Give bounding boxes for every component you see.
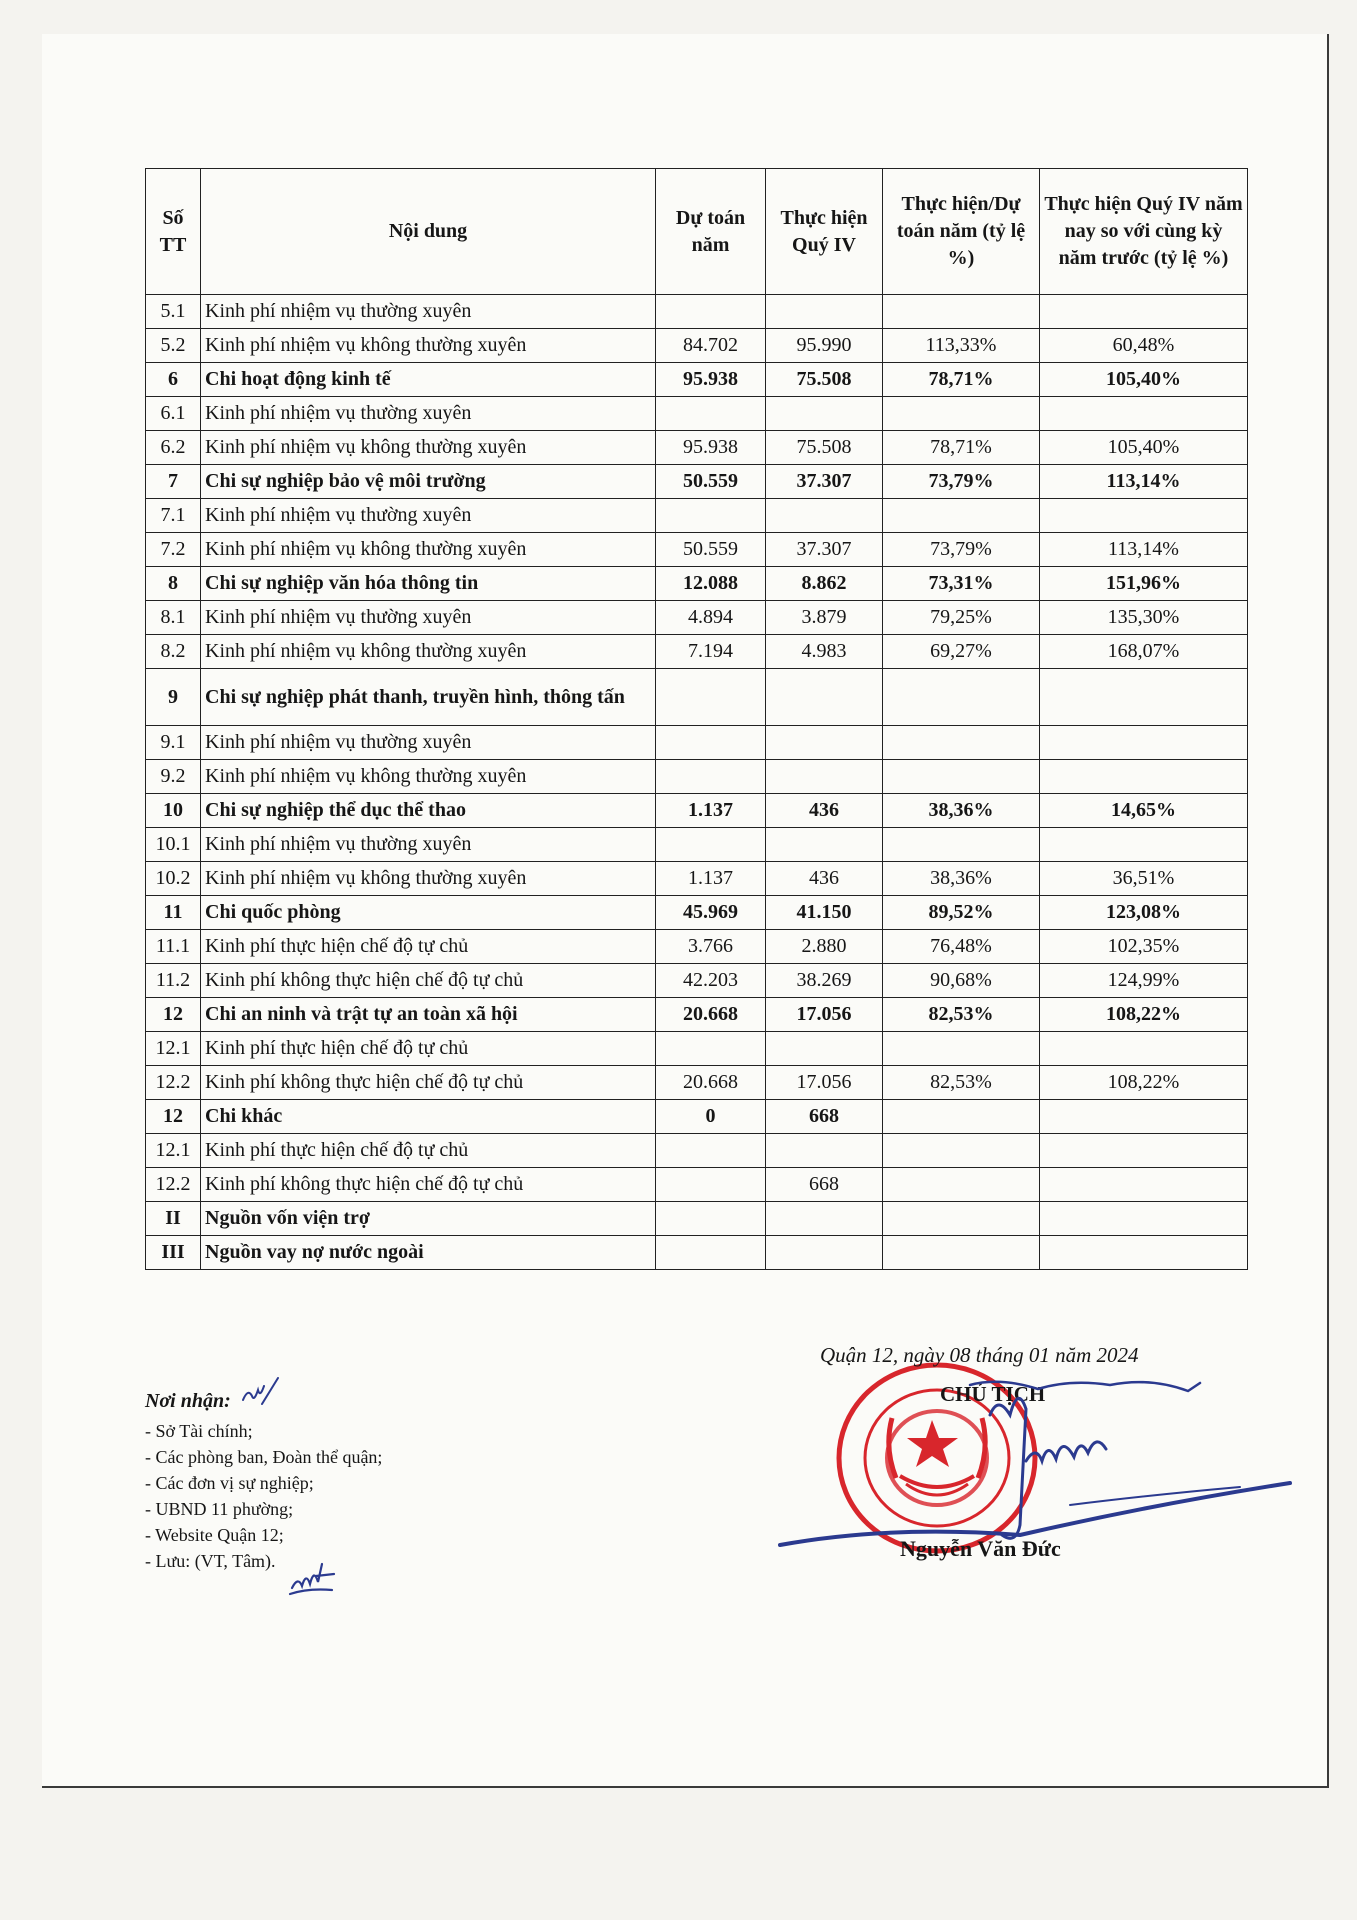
stt-cell: 12.2	[146, 1066, 201, 1100]
signer-name: Nguyễn Văn Đức	[900, 1536, 1061, 1561]
yoy-cell: 105,40%	[1040, 431, 1248, 465]
content-cell: Chi quốc phòng	[201, 896, 656, 930]
q4-cell: 17.056	[766, 1066, 883, 1100]
table-row	[146, 295, 1248, 329]
yoy-cell: 105,40%	[1040, 363, 1248, 397]
content-cell: Kinh phí nhiệm vụ không thường xuyên	[201, 760, 656, 794]
table-row	[146, 1134, 1248, 1168]
q4-cell: 3.879	[766, 601, 883, 635]
ratio-cell: 73,31%	[883, 567, 1040, 601]
table-row	[146, 896, 1248, 930]
estimate-cell	[656, 726, 766, 760]
q4-cell: 668	[766, 1100, 883, 1134]
stt-cell: 12	[146, 998, 201, 1032]
ratio-cell: 78,71%	[883, 431, 1040, 465]
content-cell: Kinh phí nhiệm vụ thường xuyên	[201, 397, 656, 431]
ratio-cell: 73,79%	[883, 465, 1040, 499]
yoy-cell	[1040, 397, 1248, 431]
content-cell: Kinh phí không thực hiện chế độ tự chủ	[201, 1066, 656, 1100]
yoy-cell	[1040, 1236, 1248, 1270]
table-row	[146, 862, 1248, 896]
estimate-cell	[656, 397, 766, 431]
recipient-item: - Lưu: (VT, Tâm).	[145, 1551, 276, 1571]
header-stt: Số TT	[146, 169, 201, 295]
yoy-cell: 135,30%	[1040, 601, 1248, 635]
ratio-cell	[883, 1236, 1040, 1270]
content-cell: Kinh phí nhiệm vụ không thường xuyên	[201, 431, 656, 465]
estimate-cell: 1.137	[656, 862, 766, 896]
q4-cell: 436	[766, 862, 883, 896]
estimate-cell: 95.938	[656, 363, 766, 397]
stt-cell: 12.1	[146, 1032, 201, 1066]
table-row	[146, 1168, 1248, 1202]
content-cell: Kinh phí nhiệm vụ thường xuyên	[201, 726, 656, 760]
table-row	[146, 998, 1248, 1032]
recipient-item: - Các phòng ban, Đoàn thể quận;	[145, 1447, 383, 1467]
recipient-item: - UBND 11 phường;	[145, 1499, 294, 1519]
content-cell: Chi sự nghiệp thể dục thể thao	[201, 794, 656, 828]
ratio-cell	[883, 1202, 1040, 1236]
stt-cell: 10.2	[146, 862, 201, 896]
content-cell: Kinh phí nhiệm vụ không thường xuyên	[201, 635, 656, 669]
ratio-cell	[883, 1134, 1040, 1168]
ratio-cell	[883, 828, 1040, 862]
ratio-cell: 69,27%	[883, 635, 1040, 669]
ratio-cell	[883, 1168, 1040, 1202]
stt-cell: 8.1	[146, 601, 201, 635]
estimate-cell: 95.938	[656, 431, 766, 465]
q4-cell	[766, 499, 883, 533]
stt-cell: 12.1	[146, 1134, 201, 1168]
stt-cell: 6	[146, 363, 201, 397]
stt-cell: 11.1	[146, 930, 201, 964]
yoy-cell	[1040, 1202, 1248, 1236]
table-row	[146, 1202, 1248, 1236]
table-row	[146, 794, 1248, 828]
yoy-cell: 60,48%	[1040, 329, 1248, 363]
stt-cell: 5.1	[146, 295, 201, 329]
q4-cell: 37.307	[766, 533, 883, 567]
table-row	[146, 567, 1248, 601]
ratio-cell	[883, 1032, 1040, 1066]
ratio-cell	[883, 295, 1040, 329]
stt-cell: III	[146, 1236, 201, 1270]
content-cell: Kinh phí nhiệm vụ không thường xuyên	[201, 329, 656, 363]
content-cell: Kinh phí nhiệm vụ không thường xuyên	[201, 533, 656, 567]
estimate-cell	[656, 1236, 766, 1270]
table-row	[146, 828, 1248, 862]
ratio-cell	[883, 669, 1040, 726]
content-cell: Kinh phí nhiệm vụ thường xuyên	[201, 295, 656, 329]
stt-cell: II	[146, 1202, 201, 1236]
handwritten-initial	[288, 1558, 348, 1598]
recipient-item: - Website Quận 12;	[145, 1525, 284, 1545]
stt-cell: 5.2	[146, 329, 201, 363]
table-row	[146, 760, 1248, 794]
yoy-cell: 36,51%	[1040, 862, 1248, 896]
table-row	[146, 363, 1248, 397]
stt-cell: 9	[146, 669, 201, 726]
stt-cell: 7.2	[146, 533, 201, 567]
stt-cell: 11	[146, 896, 201, 930]
ratio-cell: 76,48%	[883, 930, 1040, 964]
stt-cell: 8	[146, 567, 201, 601]
q4-cell	[766, 1134, 883, 1168]
yoy-cell: 113,14%	[1040, 465, 1248, 499]
yoy-cell	[1040, 1134, 1248, 1168]
header-estimate: Dự toán năm	[656, 169, 766, 295]
recipient-item: - Các đơn vị sự nghiệp;	[145, 1473, 314, 1493]
estimate-cell: 50.559	[656, 533, 766, 567]
content-cell: Chi sự nghiệp văn hóa thông tin	[201, 567, 656, 601]
q4-cell	[766, 726, 883, 760]
table-row	[146, 499, 1248, 533]
estimate-cell	[656, 1168, 766, 1202]
content-cell: Chi sự nghiệp bảo vệ môi trường	[201, 465, 656, 499]
yoy-cell: 113,14%	[1040, 533, 1248, 567]
ratio-cell: 113,33%	[883, 329, 1040, 363]
signer-title: CHỦ TỊCH	[940, 1382, 1046, 1406]
stt-cell: 6.2	[146, 431, 201, 465]
q4-cell	[766, 397, 883, 431]
q4-cell: 38.269	[766, 964, 883, 998]
estimate-cell: 42.203	[656, 964, 766, 998]
ratio-cell: 38,36%	[883, 794, 1040, 828]
stt-cell: 7.1	[146, 499, 201, 533]
yoy-cell: 108,22%	[1040, 998, 1248, 1032]
table-row	[146, 397, 1248, 431]
ratio-cell: 89,52%	[883, 896, 1040, 930]
header-yoy: Thực hiện Quý IV năm nay so với cùng kỳ năm trước (tỷ lệ %)	[1040, 169, 1248, 295]
ratio-cell: 38,36%	[883, 862, 1040, 896]
estimate-cell	[656, 295, 766, 329]
table-row	[146, 1100, 1248, 1134]
content-cell: Kinh phí nhiệm vụ thường xuyên	[201, 499, 656, 533]
content-cell: Kinh phí không thực hiện chế độ tự chủ	[201, 1168, 656, 1202]
yoy-cell	[1040, 669, 1248, 726]
ratio-cell: 73,79%	[883, 533, 1040, 567]
q4-cell	[766, 669, 883, 726]
content-cell: Chi sự nghiệp phát thanh, truyền hình, thông tấn	[201, 669, 656, 726]
estimate-cell	[656, 669, 766, 726]
q4-cell	[766, 295, 883, 329]
header-q4: Thực hiện Quý IV	[766, 169, 883, 295]
estimate-cell	[656, 499, 766, 533]
stt-cell: 12.2	[146, 1168, 201, 1202]
content-cell: Kinh phí thực hiện chế độ tự chủ	[201, 930, 656, 964]
content-cell: Chi khác	[201, 1100, 656, 1134]
ratio-cell	[883, 397, 1040, 431]
estimate-cell: 12.088	[656, 567, 766, 601]
stt-cell: 10	[146, 794, 201, 828]
q4-cell	[766, 1032, 883, 1066]
recipients-title: Nơi nhận:	[145, 1390, 231, 1412]
q4-cell: 75.508	[766, 431, 883, 465]
estimate-cell	[656, 1134, 766, 1168]
estimate-cell	[656, 828, 766, 862]
estimate-cell: 0	[656, 1100, 766, 1134]
yoy-cell: 108,22%	[1040, 1066, 1248, 1100]
stt-cell: 7	[146, 465, 201, 499]
yoy-cell	[1040, 1032, 1248, 1066]
ratio-cell	[883, 499, 1040, 533]
ratio-cell: 79,25%	[883, 601, 1040, 635]
table-row	[146, 465, 1248, 499]
estimate-cell: 84.702	[656, 329, 766, 363]
yoy-cell	[1040, 828, 1248, 862]
content-cell: Kinh phí nhiệm vụ không thường xuyên	[201, 862, 656, 896]
ratio-cell: 82,53%	[883, 1066, 1040, 1100]
place-date: Quận 12, ngày 08 tháng 01 năm 2024	[820, 1343, 1139, 1367]
budget-table	[145, 168, 1248, 1270]
q4-cell	[766, 760, 883, 794]
q4-cell: 95.990	[766, 329, 883, 363]
table-body	[146, 295, 1248, 1270]
estimate-cell: 45.969	[656, 896, 766, 930]
table-row	[146, 964, 1248, 998]
content-cell: Chi hoạt động kinh tế	[201, 363, 656, 397]
ratio-cell	[883, 726, 1040, 760]
q4-cell: 37.307	[766, 465, 883, 499]
q4-cell: 2.880	[766, 930, 883, 964]
estimate-cell: 50.559	[656, 465, 766, 499]
estimate-cell	[656, 760, 766, 794]
table-row	[146, 669, 1248, 726]
table-row	[146, 533, 1248, 567]
recipient-item: - Sở Tài chính;	[145, 1421, 253, 1441]
stt-cell: 8.2	[146, 635, 201, 669]
q4-cell: 8.862	[766, 567, 883, 601]
estimate-cell	[656, 1202, 766, 1236]
table-row	[146, 329, 1248, 363]
ratio-cell: 82,53%	[883, 998, 1040, 1032]
ratio-cell: 90,68%	[883, 964, 1040, 998]
q4-cell	[766, 1202, 883, 1236]
estimate-cell	[656, 1032, 766, 1066]
recipients-block	[145, 1388, 382, 1574]
table-row	[146, 1032, 1248, 1066]
table-row	[146, 930, 1248, 964]
content-cell: Chi an ninh và trật tự an toàn xã hội	[201, 998, 656, 1032]
estimate-cell: 7.194	[656, 635, 766, 669]
table-header-row	[146, 169, 1248, 295]
content-cell: Nguồn vay nợ nước ngoài	[201, 1236, 656, 1270]
yoy-cell: 124,99%	[1040, 964, 1248, 998]
q4-cell	[766, 1236, 883, 1270]
q4-cell: 436	[766, 794, 883, 828]
q4-cell: 75.508	[766, 363, 883, 397]
yoy-cell	[1040, 760, 1248, 794]
content-cell: Kinh phí thực hiện chế độ tự chủ	[201, 1134, 656, 1168]
ratio-cell	[883, 760, 1040, 794]
stt-cell: 10.1	[146, 828, 201, 862]
q4-cell	[766, 828, 883, 862]
estimate-cell: 1.137	[656, 794, 766, 828]
yoy-cell: 123,08%	[1040, 896, 1248, 930]
content-cell: Nguồn vốn viện trợ	[201, 1202, 656, 1236]
yoy-cell: 102,35%	[1040, 930, 1248, 964]
stt-cell: 9.2	[146, 760, 201, 794]
stt-cell: 9.1	[146, 726, 201, 760]
header-content: Nội dung	[201, 169, 656, 295]
stt-cell: 12	[146, 1100, 201, 1134]
yoy-cell	[1040, 726, 1248, 760]
estimate-cell: 3.766	[656, 930, 766, 964]
stt-cell: 11.2	[146, 964, 201, 998]
table-row	[146, 635, 1248, 669]
ratio-cell	[883, 1100, 1040, 1134]
table-row	[146, 1236, 1248, 1270]
stt-cell: 6.1	[146, 397, 201, 431]
table-row	[146, 601, 1248, 635]
table-row	[146, 726, 1248, 760]
estimate-cell: 4.894	[656, 601, 766, 635]
yoy-cell: 14,65%	[1040, 794, 1248, 828]
content-cell: Kinh phí nhiệm vụ thường xuyên	[201, 828, 656, 862]
yoy-cell	[1040, 295, 1248, 329]
content-cell: Kinh phí không thực hiện chế độ tự chủ	[201, 964, 656, 998]
yoy-cell	[1040, 1100, 1248, 1134]
yoy-cell: 168,07%	[1040, 635, 1248, 669]
estimate-cell: 20.668	[656, 1066, 766, 1100]
estimate-cell: 20.668	[656, 998, 766, 1032]
header-ratio: Thực hiện/Dự toán năm (tỷ lệ %)	[883, 169, 1040, 295]
table-row	[146, 1066, 1248, 1100]
q4-cell: 17.056	[766, 998, 883, 1032]
content-cell: Kinh phí thực hiện chế độ tự chủ	[201, 1032, 656, 1066]
yoy-cell: 151,96%	[1040, 567, 1248, 601]
ratio-cell: 78,71%	[883, 363, 1040, 397]
content-cell: Kinh phí nhiệm vụ thường xuyên	[201, 601, 656, 635]
q4-cell: 668	[766, 1168, 883, 1202]
q4-cell: 4.983	[766, 635, 883, 669]
q4-cell: 41.150	[766, 896, 883, 930]
yoy-cell	[1040, 1168, 1248, 1202]
yoy-cell	[1040, 499, 1248, 533]
table-row	[146, 431, 1248, 465]
